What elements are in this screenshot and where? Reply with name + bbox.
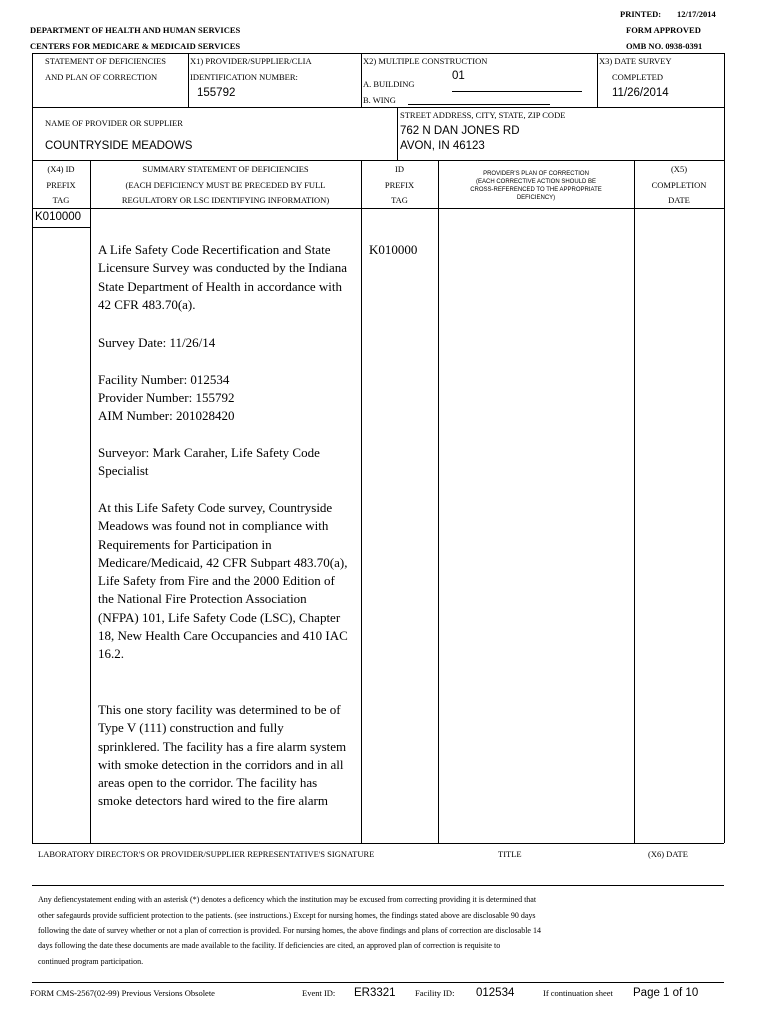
facility-id-value: 012534 xyxy=(476,987,515,999)
x5-header-1: (X5) xyxy=(670,164,688,174)
x6-date-label: (X6) DATE xyxy=(648,849,688,859)
address-line1: 762 N DAN JONES RD xyxy=(400,125,520,137)
x5-header-2: COMPLETION xyxy=(651,180,707,190)
address-label: STREET ADDRESS, CITY, STATE, ZIP CODE xyxy=(400,110,566,120)
building-label: A. BUILDING xyxy=(363,79,415,89)
provider-id-value: 155792 xyxy=(197,87,236,99)
building-value: 01 xyxy=(452,70,465,82)
id-header-3: TAG xyxy=(391,195,408,205)
multiple-construction-label: X2) MULTIPLE CONSTRUCTION xyxy=(363,56,488,66)
provider-id-label2: IDENTIFICATION NUMBER: xyxy=(190,72,298,82)
construction-paragraph: This one story facility was determined to be of Type V (111) construction and fully sprinklered. The facility has a fire alarm system with smoke detection in the corridors and in all areas open to the corridor. The facility has smoke detectors hard wired to the fire alarm xyxy=(98,702,347,809)
statement-label-line1: STATEMENT OF DEFICIENCIES xyxy=(45,56,167,66)
centers-name: CENTERS FOR MEDICARE & MEDICAID SERVICES xyxy=(30,41,241,51)
facility-id-label: Facility ID: xyxy=(415,988,455,998)
address-line2: AVON, IN 46123 xyxy=(400,140,485,152)
title-label: TITLE xyxy=(498,849,522,859)
provider-number: Provider Number: 155792 xyxy=(98,390,235,405)
provider-name-label: NAME OF PROVIDER OR SUPPLIER xyxy=(45,118,183,128)
facility-number: Facility Number: 012534 xyxy=(98,372,230,387)
omb-number: OMB NO. 0938-0391 xyxy=(626,41,703,51)
director-signature-label: LABORATORY DIRECTOR'S OR PROVIDER/SUPPLIER REPRESENTATIVE'S SIGNATURE xyxy=(38,849,375,859)
page-number: Page 1 of 10 xyxy=(633,987,699,999)
id-header-1: ID xyxy=(395,164,404,174)
prefix-tag-left: K010000 xyxy=(35,211,82,223)
compliance-paragraph: At this Life Safety Code survey, Countryside Meadows was found not in compliance with Requirements for Participation in Medicare/Medicaid, 42 CFR Subpart 483.70(a), Life Safety from Fire and the 2000 Edition of the National Fire Protection Association (NFPA) 101, Life Safety Code (LSC), Chapter 18, New Health Care Occupancies and 410 IAC 16.2. xyxy=(98,500,348,662)
printed-date: 12/17/2014 xyxy=(677,9,716,19)
survey-date: Survey Date: 11/26/14 xyxy=(98,335,216,350)
continuation-label: If continuation sheet xyxy=(543,988,613,998)
disclaimer-line-4: days following the date these documents are made available to the facility. If deficiencies are cited, an approved plan of correction is requisite to xyxy=(38,941,501,950)
statement-label-line2: AND PLAN OF CORRECTION xyxy=(45,72,158,82)
plan-header-2: (EACH CORRECTIVE ACTION SHOULD BE xyxy=(475,179,597,185)
plan-header-4: DEFICIENCY) xyxy=(516,195,556,201)
summary-header-1: SUMMARY STATEMENT OF DEFICIENCIES xyxy=(142,164,309,174)
aim-number: AIM Number: 201028420 xyxy=(98,408,235,423)
date-survey-label2: COMPLETED xyxy=(612,72,663,82)
deficiency-paragraph-intro: A Life Safety Code Recertification and State Licensure Survey was conducted by the Indiana State Department of Health in accordance with 42 CFR 483.70(a). xyxy=(98,242,348,312)
summary-header-2: (EACH DEFICIENCY MUST BE PRECEDED BY FULL xyxy=(125,180,326,190)
provider-name: COUNTRYSIDE MEADOWS xyxy=(45,140,193,152)
id-header-2: PREFIX xyxy=(384,180,415,190)
disclaimer-line-3: following the date of survey whether or not a plan of correction is provided. For nursing homes, the above findings and plans of correction are disclosable 14 xyxy=(38,926,541,935)
plan-header-1: PROVIDER'S PLAN OF CORRECTION xyxy=(483,171,589,177)
x4-header-3: TAG xyxy=(52,195,70,205)
disclaimer-line-1: Any defiencystatement ending with an asterisk (*) denotes a deficency which the institution may be excused from correcting providing it is determined that xyxy=(38,895,537,904)
event-id-label: Event ID: xyxy=(302,988,336,998)
department-name: DEPARTMENT OF HEALTH AND HUMAN SERVICES xyxy=(30,25,241,35)
prefix-tag-right: K010000 xyxy=(369,242,418,257)
x5-header-3: DATE xyxy=(668,195,690,205)
wing-label: B. WING xyxy=(363,95,396,105)
event-id-value: ER3321 xyxy=(354,987,396,999)
form-approved: FORM APPROVED xyxy=(626,25,701,35)
x4-header-1: (X4) ID xyxy=(47,164,75,174)
disclaimer-line-2: other safegaurds provide sufficient protection to the patients. (see instructions.) Except for nursing homes, the findings stated above are disclosable 90 days xyxy=(38,911,536,920)
surveyor: Surveyor: Mark Caraher, Life Safety Code Specialist xyxy=(98,445,320,479)
provider-id-label: X1) PROVIDER/SUPPLIER/CLIA xyxy=(190,56,312,66)
printed-label: PRINTED: xyxy=(620,9,662,19)
summary-header-3: REGULATORY OR LSC IDENTIFYING INFORMATION) xyxy=(121,195,330,205)
disclaimer-line-5: continued program participation. xyxy=(38,957,144,966)
x4-header-2: PREFIX xyxy=(46,180,76,190)
date-survey-label: X3) DATE SURVEY xyxy=(599,56,672,66)
form-number: FORM CMS-2567(02-99) Previous Versions Obsolete xyxy=(30,988,215,998)
plan-header-3: CROSS-REFERENCED TO THE APPROPRIATE xyxy=(470,187,602,193)
date-survey-value: 11/26/2014 xyxy=(612,87,669,99)
